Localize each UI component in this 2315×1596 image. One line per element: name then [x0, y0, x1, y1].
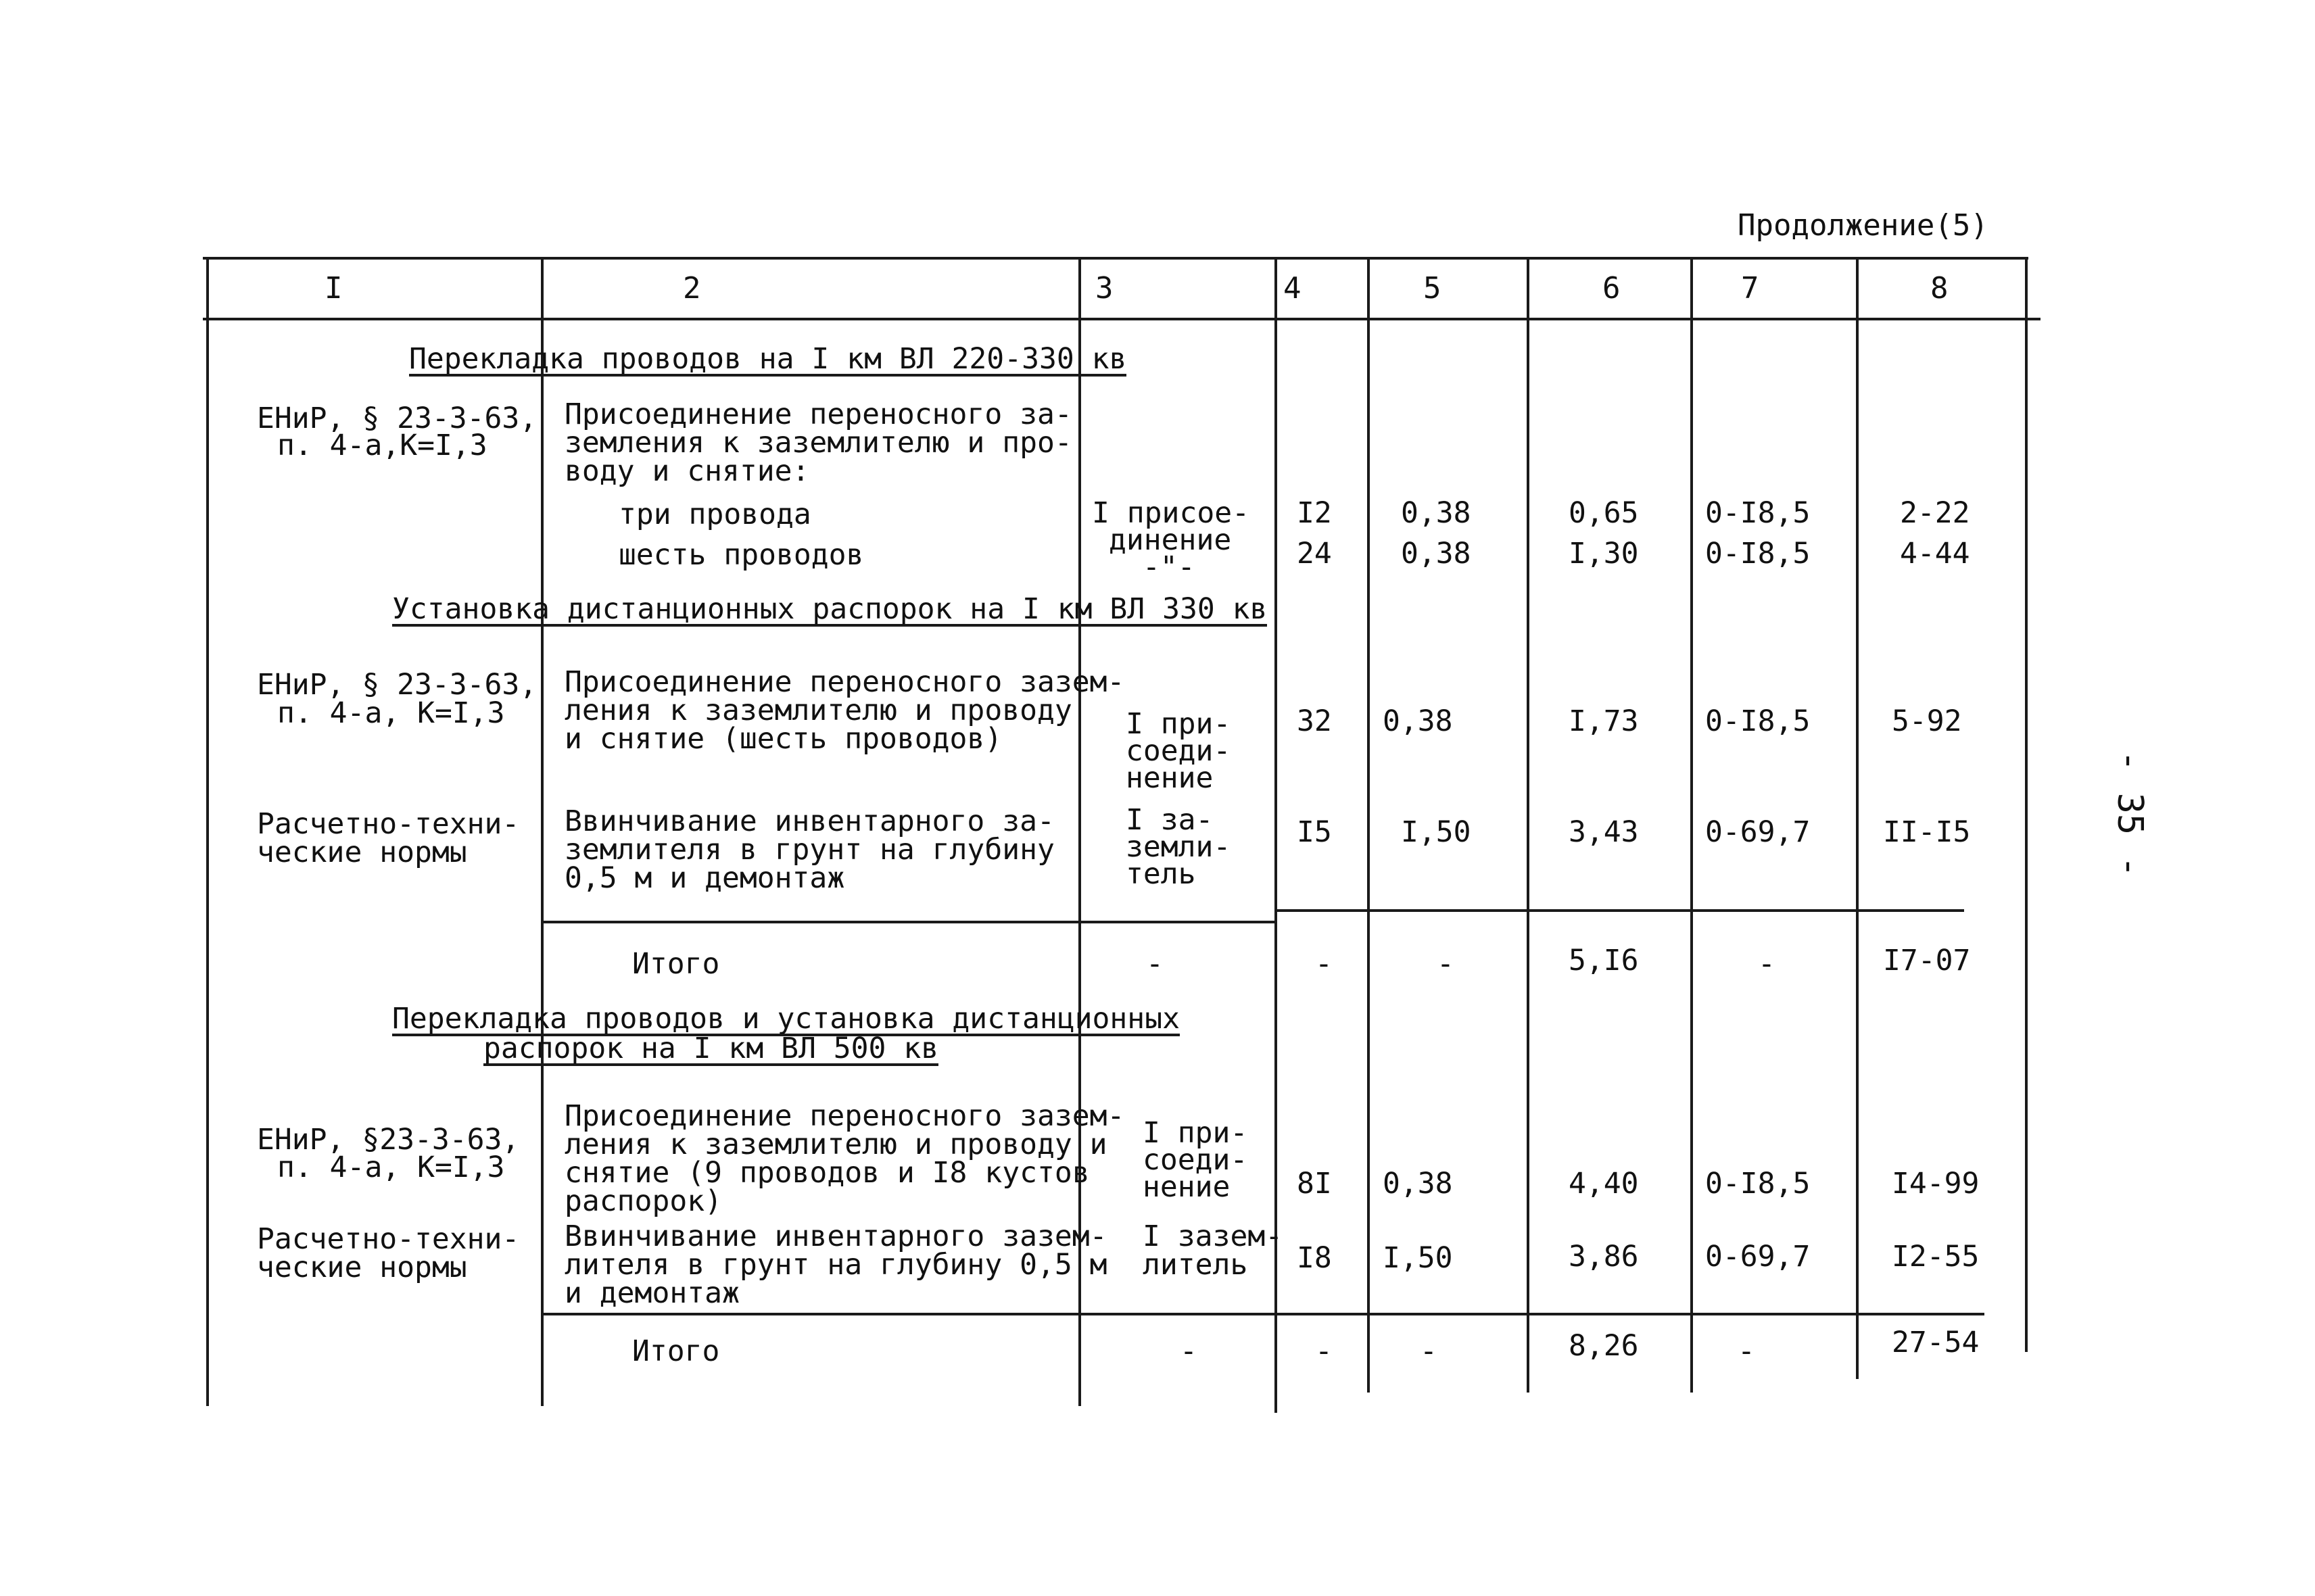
section-title: Установка дистанционных распорок на I км ВЛ 330 кв — [392, 592, 1268, 626]
cell-c8: 2-22 — [1900, 496, 1970, 530]
section-title: Перекладка проводов и установка дистанционных — [392, 1002, 1180, 1036]
cell-c8: 4-44 — [1900, 537, 1970, 571]
desc-line: и демонтаж — [565, 1276, 740, 1310]
cell-c4: 32 — [1297, 704, 1332, 738]
col-line-7 — [1690, 257, 1693, 1393]
desc-line: распорок) — [565, 1184, 722, 1218]
cell-c5: I,50 — [1401, 815, 1471, 849]
unit-line: I зазем- — [1143, 1219, 1283, 1253]
section-title: распорок на I км ВЛ 500 кв — [483, 1032, 939, 1065]
cell-c6: I,30 — [1569, 537, 1639, 571]
cell-c5: 0,38 — [1383, 704, 1453, 738]
table-top-border — [203, 257, 2028, 260]
cell-c3: - — [1180, 1334, 1197, 1368]
col-header-7: 7 — [1741, 271, 1759, 306]
cell-c8: 5-92 — [1892, 704, 1962, 738]
source-line: п. 4-а, К=I,3 — [277, 696, 505, 730]
source-line: ЕНиР, § 23-3-63, — [257, 402, 538, 435]
subrow-name: шесть проводов — [619, 538, 864, 572]
cell-c8: I2-55 — [1892, 1240, 1980, 1274]
source-line: ЕНиР, § 23-3-63, — [257, 668, 538, 702]
desc-line: Ввинчивание инвентарного зазем- — [565, 1219, 1107, 1253]
desc-line: ления к заземлителю и проводу и — [565, 1128, 1107, 1161]
col-header-5: 5 — [1423, 271, 1441, 306]
cell-c3: - — [1146, 947, 1164, 981]
col-header-8: 8 — [1930, 271, 1949, 306]
cell-c5: 0,38 — [1401, 496, 1471, 530]
desc-line: воду и снятие: — [565, 454, 810, 488]
col-line-1 — [206, 257, 209, 1406]
source-line: п. 4-а, К=I,3 — [277, 1151, 505, 1184]
cell-c4: 24 — [1297, 537, 1332, 571]
cell-c6: 3,86 — [1569, 1240, 1639, 1274]
cell-c7: 0-I8,5 — [1705, 537, 1811, 571]
desc-line: Присоединение переносного зазем- — [565, 1099, 1125, 1133]
cell-c5: 0,38 — [1383, 1167, 1453, 1201]
unit-line: -"- — [1143, 550, 1195, 584]
desc-line: ления к заземлителю и проводу — [565, 694, 1072, 727]
desc-line: и снятие (шесть проводов) — [565, 722, 1003, 756]
unit-line: нение — [1143, 1170, 1231, 1204]
col-header-3: 3 — [1095, 271, 1114, 306]
cell-c8: I4-99 — [1892, 1167, 1980, 1201]
total-divider — [1274, 909, 1964, 912]
cell-c4: I8 — [1297, 1241, 1332, 1275]
desc-line: снятие (9 проводов и I8 кустов — [565, 1156, 1090, 1190]
total-divider — [541, 1313, 1984, 1315]
col-header-6: 6 — [1602, 271, 1621, 306]
unit-line: I присое- — [1092, 496, 1249, 530]
desc-line: лителя в грунт на глубину 0,5 м — [565, 1248, 1107, 1282]
source-line: Расчетно-техни- — [257, 807, 520, 841]
col-header-1: I — [325, 271, 343, 306]
cell-c7: 0-I8,5 — [1705, 496, 1811, 530]
cell-c7: 0-I8,5 — [1705, 1167, 1811, 1201]
cell-c4: I2 — [1297, 496, 1332, 530]
section-title: Перекладка проводов на I км ВЛ 220-330 кв — [409, 342, 1127, 376]
cell-c7: 0-I8,5 — [1705, 704, 1811, 738]
cell-c6: I,73 — [1569, 704, 1639, 738]
unit-line: нение — [1126, 761, 1214, 795]
continuation-label: Продолжение(5) — [1738, 208, 1988, 243]
total-label: Итого — [632, 947, 720, 981]
desc-line: земления к заземлителю и про- — [565, 426, 1072, 460]
cell-c5: - — [1420, 1334, 1437, 1368]
cell-c8: II-I5 — [1883, 815, 1971, 849]
unit-line: соеди- — [1143, 1143, 1248, 1177]
source-line: ЕНиР, §23-3-63, — [257, 1123, 520, 1157]
page-number: - 35 - — [2109, 750, 2150, 877]
unit-line: соеди- — [1126, 734, 1231, 768]
cell-c8: I7-07 — [1883, 944, 1971, 977]
unit-line: тель — [1126, 857, 1196, 891]
col-header-4: 4 — [1283, 271, 1302, 306]
unit-line: земли- — [1126, 830, 1231, 864]
source-line: ческие нормы — [257, 1251, 467, 1284]
cell-c5: I,50 — [1383, 1241, 1453, 1275]
unit-line: динение — [1109, 523, 1232, 557]
unit-line: I за- — [1126, 803, 1214, 837]
cell-c6: 0,65 — [1569, 496, 1639, 530]
col-line-9 — [2025, 257, 2028, 1352]
unit-line: литель — [1143, 1248, 1248, 1282]
cell-c8: 27-54 — [1892, 1326, 1980, 1359]
cell-c4: I5 — [1297, 815, 1332, 849]
source-line: ческие нормы — [257, 836, 467, 869]
subrow-name: три провода — [619, 498, 811, 531]
header-bottom-border — [203, 318, 2040, 320]
unit-line: I при- — [1143, 1116, 1248, 1150]
cell-c6: 8,26 — [1569, 1329, 1639, 1363]
unit-line: I при- — [1126, 707, 1231, 741]
source-line: п. 4-а,К=I,3 — [277, 429, 487, 462]
desc-line: Ввинчивание инвентарного за- — [565, 804, 1055, 838]
cell-c4: - — [1315, 947, 1333, 981]
total-label: Итого — [632, 1334, 720, 1368]
desc-line: 0,5 м и демонтаж — [565, 861, 845, 895]
desc-line: Присоединение переносного за- — [565, 397, 1072, 431]
cell-c7: - — [1738, 1334, 1755, 1368]
cell-c7: 0-69,7 — [1705, 815, 1811, 849]
col-line-5 — [1367, 257, 1370, 1393]
cell-c5: - — [1437, 947, 1454, 981]
cell-c7: - — [1758, 947, 1775, 981]
cell-c4: 8I — [1297, 1167, 1332, 1201]
desc-line: землителя в грунт на глубину — [565, 833, 1055, 867]
col-header-2: 2 — [683, 271, 701, 306]
col-line-6 — [1527, 257, 1529, 1393]
source-line: Расчетно-техни- — [257, 1222, 520, 1256]
cell-c6: 4,40 — [1569, 1167, 1639, 1201]
col-line-8 — [1856, 257, 1859, 1379]
cell-c5: 0,38 — [1401, 537, 1471, 571]
col-line-2 — [541, 257, 544, 1406]
desc-line: Присоединение переносного зазем- — [565, 665, 1125, 699]
cell-c6: 5,I6 — [1569, 944, 1639, 977]
cell-c6: 3,43 — [1569, 815, 1639, 849]
cell-c7: 0-69,7 — [1705, 1240, 1811, 1274]
total-divider — [541, 921, 1274, 923]
cell-c4: - — [1315, 1334, 1333, 1368]
